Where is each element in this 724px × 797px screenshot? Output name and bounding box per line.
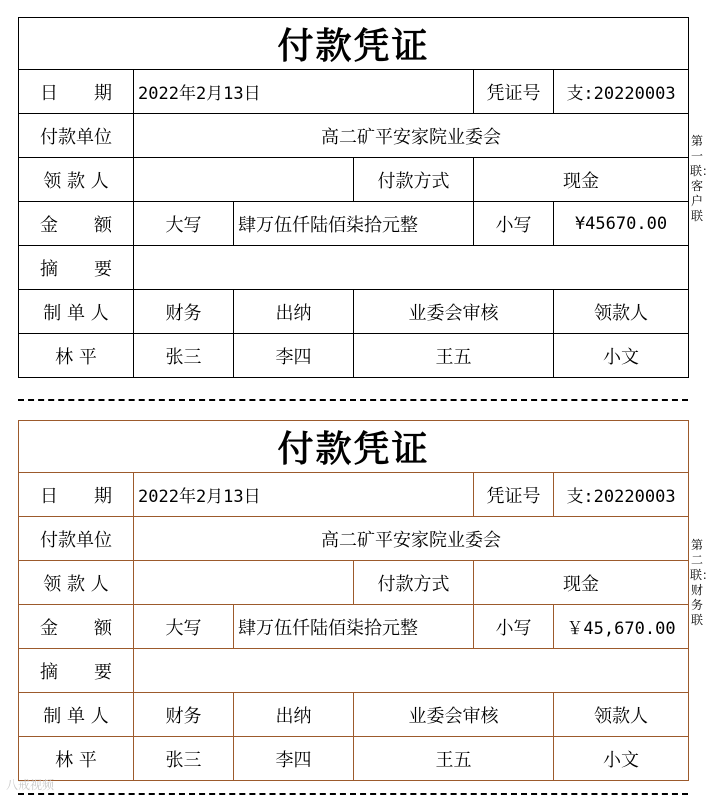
date-value: 2022年2月13日	[134, 70, 474, 114]
uppercase-label: 大写	[134, 202, 234, 246]
payee-value	[134, 561, 354, 605]
finance-label: 财务	[134, 290, 234, 334]
date-value: 2022年2月13日	[134, 473, 474, 517]
receiver-label: 领款人	[554, 693, 689, 737]
voucher-no-label: 凭证号	[474, 473, 554, 517]
maker-value: 林 平	[19, 737, 134, 781]
payer-unit-value: 高二矿平安家院业委会	[134, 114, 689, 158]
cut-line	[18, 399, 688, 401]
lowercase-amount: ¥45670.00	[554, 202, 689, 246]
finance-label: 财务	[134, 693, 234, 737]
receiver-value: 小文	[554, 737, 689, 781]
cashier-label: 出纳	[234, 693, 354, 737]
cashier-label: 出纳	[234, 290, 354, 334]
summary-value	[134, 246, 689, 290]
maker-value: 林 平	[19, 334, 134, 378]
receiver-value: 小文	[554, 334, 689, 378]
cashier-value: 李四	[234, 334, 354, 378]
date-label: 日 期	[19, 70, 134, 114]
payee-label: 领 款 人	[19, 158, 134, 202]
receiver-label: 领款人	[554, 290, 689, 334]
summary-label: 摘 要	[19, 649, 134, 693]
payment-method-value: 现金	[474, 158, 689, 202]
review-value: 王五	[354, 737, 554, 781]
copy-side-label: 第一联：客户联	[690, 134, 715, 223]
review-label: 业委会审核	[354, 290, 554, 334]
lowercase-label: 小写	[474, 605, 554, 649]
payee-value	[134, 158, 354, 202]
maker-label: 制 单 人	[19, 290, 134, 334]
voucher-no-label: 凭证号	[474, 70, 554, 114]
uppercase-amount: 肆万伍仟陆佰柒拾元整	[234, 605, 474, 649]
payment-method-label: 付款方式	[354, 561, 474, 605]
voucher-finance-copy	[18, 420, 688, 781]
voucher-no-value: 支:20220003	[554, 473, 689, 517]
voucher-table	[18, 420, 689, 781]
review-label: 业委会审核	[354, 693, 554, 737]
finance-value: 张三	[134, 334, 234, 378]
voucher-table	[18, 17, 689, 378]
amount-label: 金 额	[19, 605, 134, 649]
watermark: 八戒视频	[6, 778, 55, 792]
payer-unit-label: 付款单位	[19, 517, 134, 561]
amount-label: 金 额	[19, 202, 134, 246]
uppercase-amount: 肆万伍仟陆佰柒拾元整	[234, 202, 474, 246]
payment-method-value: 现金	[474, 561, 689, 605]
payee-label: 领 款 人	[19, 561, 134, 605]
payer-unit-label: 付款单位	[19, 114, 134, 158]
cashier-value: 李四	[234, 737, 354, 781]
date-label: 日 期	[19, 473, 134, 517]
voucher-title: 付款凭证	[19, 18, 689, 70]
payment-method-label: 付款方式	[354, 158, 474, 202]
summary-label: 摘 要	[19, 246, 134, 290]
copy-side-label: 第二联：财务联	[690, 538, 715, 627]
review-value: 王五	[354, 334, 554, 378]
voucher-title: 付款凭证	[19, 421, 689, 473]
finance-value: 张三	[134, 737, 234, 781]
voucher-no-value: 支:20220003	[554, 70, 689, 114]
maker-label: 制 单 人	[19, 693, 134, 737]
uppercase-label: 大写	[134, 605, 234, 649]
lowercase-label: 小写	[474, 202, 554, 246]
lowercase-amount: ￥45,670.00	[554, 605, 689, 649]
payer-unit-value: 高二矿平安家院业委会	[134, 517, 689, 561]
cut-line	[18, 793, 688, 795]
voucher-customer-copy	[18, 17, 688, 378]
summary-value	[134, 649, 689, 693]
